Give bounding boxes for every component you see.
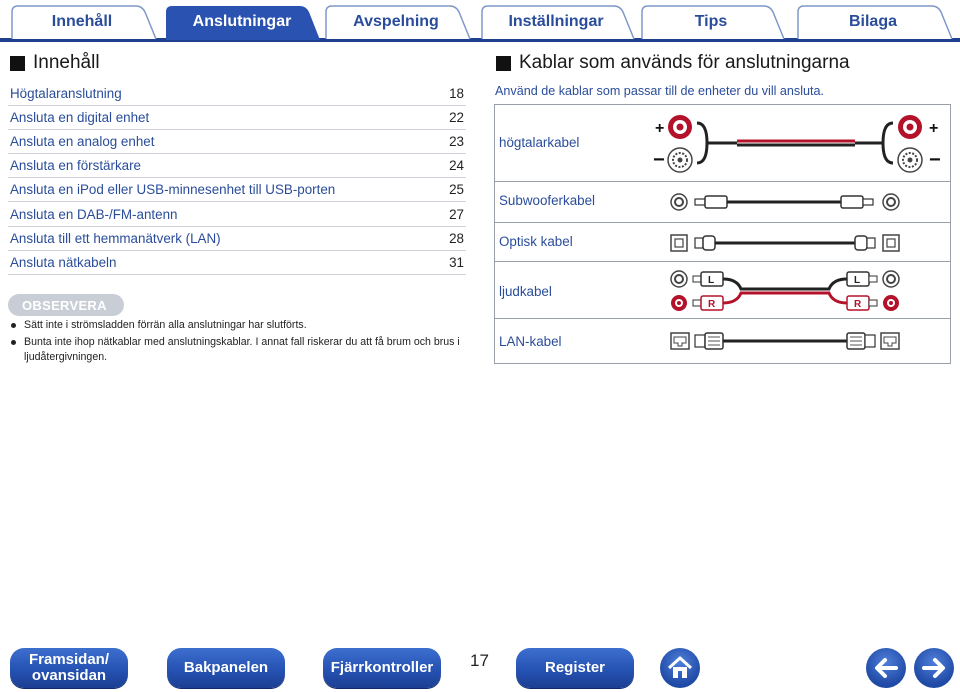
tab-bar [0,0,960,44]
subwoofer-cable-icon [665,188,905,216]
page-number: 17 [470,651,489,670]
cables-heading [496,52,850,74]
cable-row-optical [495,223,950,261]
note-list [10,318,470,367]
arrow-left-icon [872,654,900,682]
contents-heading [10,52,100,74]
house-icon [666,654,694,682]
speaker-cable-icon [645,109,945,177]
contents-item-digital[interactable] [8,106,466,130]
item-page: 23 [449,134,464,150]
item-page: 25 [449,182,464,198]
tab-label: Avspelning [353,13,439,30]
back-button[interactable] [866,648,906,688]
item-page: 28 [449,230,464,246]
cable-label: Subwooferkabel [499,193,596,208]
item-label: Ansluta en digital enhet [10,110,150,126]
home-button[interactable] [660,648,700,688]
cable-label: högtalarkabel [499,135,580,150]
arrow-right-icon [920,654,948,682]
svg-text:−: − [653,149,665,171]
item-label: Ansluta en analog enhet [10,134,155,150]
tab-tips[interactable] [636,4,786,40]
cable-row-audio [495,262,950,318]
cable-row-subwoofer [495,182,950,222]
contents-item-lan[interactable] [8,227,466,251]
svg-text:+: + [655,120,665,137]
contents-item-analog[interactable] [8,130,466,154]
cable-label: ljudkabel [499,284,552,299]
contents-item-antenna[interactable] [8,202,466,226]
square-bullet-icon [496,56,511,71]
tab-appendix[interactable] [792,4,954,40]
lan-cable-icon [665,327,905,357]
tab-settings[interactable] [476,4,636,40]
remote-control-button[interactable]: Fjärrkontroller [323,648,441,688]
cables-title: Kablar som används för anslutningarna [519,52,850,73]
tab-connections[interactable] [162,4,322,40]
index-button[interactable]: Register [516,648,634,688]
item-page: 18 [449,86,464,102]
tab-contents[interactable] [6,4,158,40]
tab-label: Innehåll [51,13,113,30]
note-item: Bunta inte ihop nätkablar med anslutningskablar. I annat fall riskerar du att få brum och brus i ljudåtergivningen. [10,335,470,365]
cable-row-lan [495,319,950,365]
contents-item-power[interactable] [8,251,466,275]
tab-playback[interactable] [320,4,472,40]
square-bullet-icon [10,56,25,71]
contents-title: Innehåll [33,52,100,73]
optical-cable-icon [665,229,905,257]
contents-item-speaker[interactable] [8,82,466,106]
plug-label: R [708,299,716,310]
tab-label: Inställningar [508,13,604,30]
tab-label: Bilaga [848,13,897,30]
item-page: 31 [449,254,464,270]
item-page: 22 [449,110,464,126]
cable-label: Optisk kabel [499,234,573,249]
contents-list [8,82,466,275]
item-label: Ansluta en DAB-/FM-antenn [10,206,178,222]
rear-panel-button[interactable]: Bakpanelen [167,648,285,688]
item-page: 27 [449,206,464,222]
item-label: Ansluta en iPod eller USB-minnesenhet till USB-porten [10,182,336,198]
note-item: Sätt inte i strömsladden förrän alla anslutningar har slutförts. [10,318,470,333]
item-page: 24 [449,158,464,174]
note-badge: OBSERVERA [8,294,124,316]
svg-text:−: − [929,149,941,171]
cable-label: LAN-kabel [499,334,562,349]
plug-label: R [854,299,862,310]
item-label: Ansluta nätkabeln [10,254,117,270]
plug-label: L [708,275,715,286]
cable-table [494,104,951,364]
cables-intro: Använd de kablar som passar till de enheter du vill ansluta. [495,84,825,98]
audio-cable-icon [665,265,905,317]
svg-text:+: + [929,120,939,137]
contents-item-usb[interactable] [8,178,466,202]
plug-label: L [854,275,861,286]
tab-label: Anslutningar [192,13,292,30]
item-label: Ansluta till ett hemmanätverk (LAN) [10,230,221,246]
item-label: Ansluta en förstärkare [10,158,141,174]
contents-item-amplifier[interactable] [8,154,466,178]
forward-button[interactable] [914,648,954,688]
cable-row-speaker [495,105,950,181]
tab-label: Tips [694,13,728,30]
front-top-button[interactable]: Framsidan/ ovansidan [10,648,128,688]
item-label: Högtalaranslutning [10,86,122,102]
